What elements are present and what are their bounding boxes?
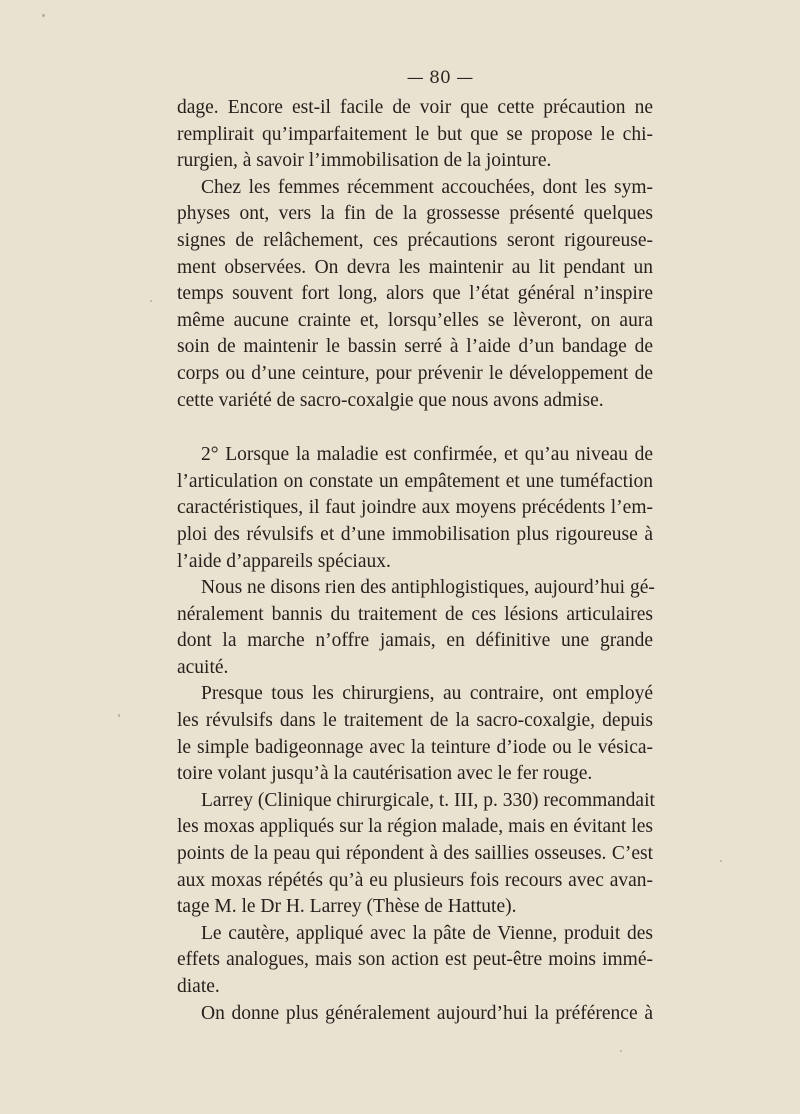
text-line: effets analogues, mais son action est peut-être moins immé- — [177, 949, 653, 971]
text-line: les révulsifs dans le traitement de la sacro-coxalgie, depuis — [177, 710, 653, 732]
paragraph-gap — [177, 414, 653, 442]
text-line: soin de maintenir le bassin serré à l’aide d’un bandage de — [177, 336, 653, 358]
text-line: Nous ne disons rien des antiphlogistiques, aujourd’hui gé- — [201, 577, 655, 599]
text-line: même aucune crainte et, lorsqu’elles se lèveront, on aura — [177, 309, 653, 331]
text-line: néralement bannis du traitement de ces lésions articulaires — [177, 603, 653, 625]
text-line: ment observées. On devra les maintenir au lit pendant un — [177, 256, 653, 278]
text-line: diate. — [177, 976, 220, 997]
text-line: Chez les femmes récemment accouchées, dont les sym- — [201, 176, 653, 198]
text-line: l’aide d’appareils spéciaux. — [177, 550, 391, 572]
text-line: dage. Encore est-il facile de voir que cette précaution ne — [177, 97, 653, 118]
text-line: toire volant jusqu’à la cautérisation avec le fer rouge. — [177, 763, 593, 785]
body-text — [177, 95, 653, 1027]
text-line: rurgien, à savoir l’immobilisation de la jointure. — [177, 150, 552, 172]
text-line: Presque tous les chirurgiens, au contraire, ont employé — [201, 683, 653, 705]
text-line: physes ont, vers la fin de la grossesse présenté quelques — [177, 203, 653, 225]
text-line: Le cautère, appliqué avec la pâte de Vienne, produit des — [201, 922, 653, 944]
text-line: corps ou d’une ceinture, pour prévenir le développement de — [177, 362, 653, 384]
page-number: — 80 — — [406, 68, 474, 88]
text-line: le simple badigeonnage avec la teinture d’iode ou le vésica- — [177, 736, 653, 758]
text-line: ploi des révulsifs et d’une immobilisation plus rigoureuse à — [177, 523, 653, 545]
paper-speck — [42, 14, 45, 17]
text-line: signes de relâchement, ces précautions seront rigoureuse- — [177, 229, 653, 251]
text-line: temps souvent fort long, alors que l’état général n’inspire — [177, 283, 653, 305]
paper-speck — [150, 300, 152, 302]
paper-speck — [620, 1050, 622, 1052]
text-line: Larrey (Clinique chirurgicale, t. III, p. 330) recommandait — [201, 789, 655, 811]
text-line: 2° Lorsque la maladie est confirmée, et qu’au niveau de — [201, 444, 653, 466]
text-line: aux moxas répétés qu’à eu plusieurs fois recours avec avan- — [177, 869, 653, 891]
text-line: dont la marche n’offre jamais, en définitive une grande — [177, 630, 653, 652]
text-line: points de la peau qui répondent à des saillies osseuses. C’est — [177, 843, 653, 865]
paper-speck — [118, 714, 120, 717]
text-line: l’articulation on constate un empâtement et une tuméfaction — [177, 470, 653, 492]
text-line: acuité. — [177, 656, 229, 678]
text-line: cette variété de sacro-coxalgie que nous avons admise. — [177, 389, 604, 411]
text-line: caractéristiques, il faut joindre aux moyens précédents l’em- — [177, 497, 653, 519]
text-line: On donne plus généralement aujourd’hui la préférence à — [201, 1002, 653, 1024]
text-line: tage M. le Dr H. Larrey (Thèse de Hattute). — [177, 896, 517, 918]
paper-speck — [720, 860, 722, 862]
text-line: les moxas appliqués sur la région malade, mais en évitant les — [177, 816, 653, 838]
text-line: remplirait qu’imparfaitement le but que se propose le chi- — [177, 123, 653, 145]
